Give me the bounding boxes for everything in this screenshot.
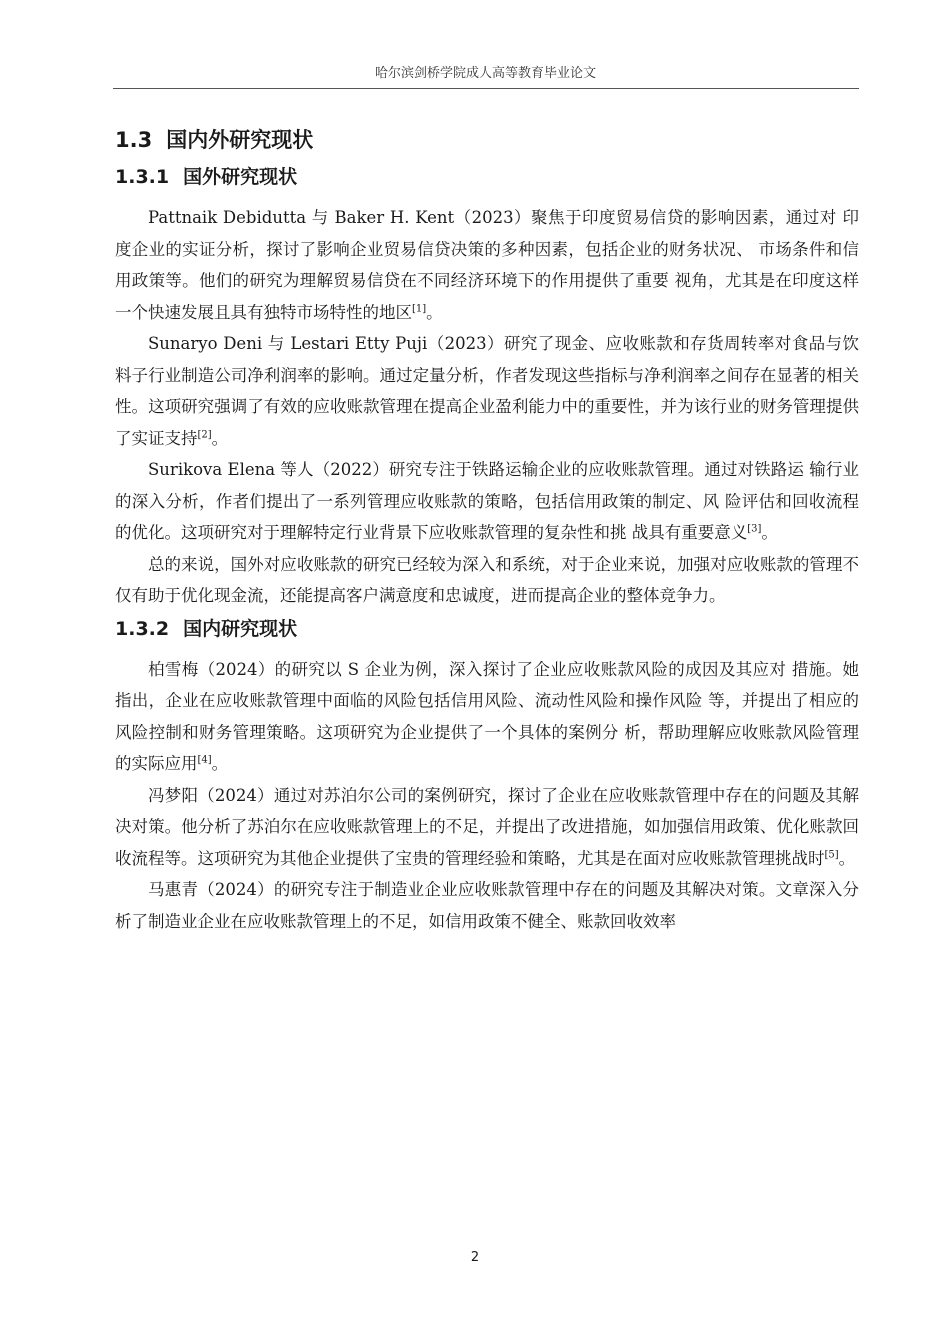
paragraph-end: 。 [838, 848, 856, 868]
subsection-number: 1.3.2 [115, 617, 170, 640]
paragraph-text: 总的来说，国外对应收账款的研究已经较为深入和系统，对于企业来说，加强对应收账款的管理不仅有助于优化现金流，还能提高客户满意度和忠诚度，进而提高企业的整体竞争力。 [115, 554, 859, 605]
paragraph-end: 。 [761, 523, 778, 542]
paragraph-text: 马惠青（2024）的研究专注于制造业企业应收账款管理中存在的问题及其解决对策。文章深入分析了制造业企业在应收账款管理上的不足，如信用政策不健全、账款回收效率 [115, 880, 859, 931]
citation: [1] [412, 303, 427, 314]
page-body [115, 122, 859, 937]
subsection-number: 1.3.1 [115, 166, 170, 188]
section-number: 1.3 [115, 128, 153, 152]
paragraph [115, 549, 859, 612]
paragraph-text: 冯梦阳（2024）通过对苏泊尔公司的案例研究，探讨了企业在应收账款管理中存在的问题及其解决对策。他分析了苏泊尔在应收账款管理上的不足，并提出了改进措施，如加强信用政策、优化账款回收流程等。这项研究为其他企业提供了宝贵的管理经验和策略，尤其是在面对应收账款管理挑战时 [115, 785, 859, 868]
section-title: 国内外研究现状 [166, 128, 314, 152]
header-rule [113, 88, 859, 89]
paragraph-text: 柏雪梅（2024）的研究以 S 企业为例，深入探讨了企业应收账款风险的成因及其应对 措施。她指出，企业在应收账款管理中面临的风险包括信用风险、流动性风险和操作风险 等，并提出了相应的风险控制和财务管理策略。这项研究为企业提供了一个具体的案例分 析，帮助理解应收账款风险管理的实际应用 [115, 659, 859, 773]
citation: [5] [824, 849, 839, 860]
subsection-title: 国内研究现状 [183, 617, 298, 640]
subsection-title: 国外研究现状 [183, 166, 298, 188]
paragraph [115, 202, 859, 328]
paragraph-end: 。 [211, 754, 229, 773]
paragraph [115, 654, 859, 780]
subsection-heading-domestic [115, 612, 859, 650]
paragraph [115, 780, 859, 875]
paragraph-end: 。 [426, 302, 443, 322]
citation: [2] [197, 429, 212, 440]
subsection-heading-foreign [115, 160, 859, 198]
paragraph [115, 874, 859, 937]
running-header: 哈尔滨剑桥学院成人高等教育毕业论文 [374, 66, 596, 81]
paragraph [115, 454, 859, 549]
paragraph-text: Pattnaik Debidutta 与 Baker H. Kent（2023）聚焦于印度贸易信贷的影响因素，通过对 印度企业的实证分析，探讨了影响企业贸易信贷决策的多种因素，包括企业的财务状况、 市场条件和信用政策等。他们的研究为理解贸易信贷在不同经济环境下的作用提供了重要 视角，尤其是在印度这样一个快速发展且具有独特市场特性的地区 [115, 208, 859, 322]
citation: [4] [197, 754, 212, 766]
citation: [3] [747, 523, 762, 535]
section-heading [115, 122, 859, 160]
paragraph [115, 328, 859, 454]
paragraph-text: Sunaryo Deni 与 Lestari Etty Puji（2023）研究了现金、应收账款和存货周转率对食品与饮料子行业制造公司净利润率的影响。通过定量分析，作者发现这些指标与净利润率之间存在显著的相关性。这项研究强调了有效的应收账款管理在提高企业盈利能力中的重要性，并为该行业的财务管理提供了实证支持 [115, 334, 859, 448]
page-number: 2 [470, 1250, 480, 1265]
paragraph-text: Surikova Elena 等人（2022）研究专注于铁路运输企业的应收账款管理。通过对铁路运 输行业的深入分析，作者们提出了一系列管理应收账款的策略，包括信用政策的制定、风 险评估和回收流程的优化。这项研究对于理解特定行业背景下应收账款管理的复杂性和挑 战具有重要意义 [115, 460, 859, 542]
paragraph-end: 。 [211, 428, 229, 448]
